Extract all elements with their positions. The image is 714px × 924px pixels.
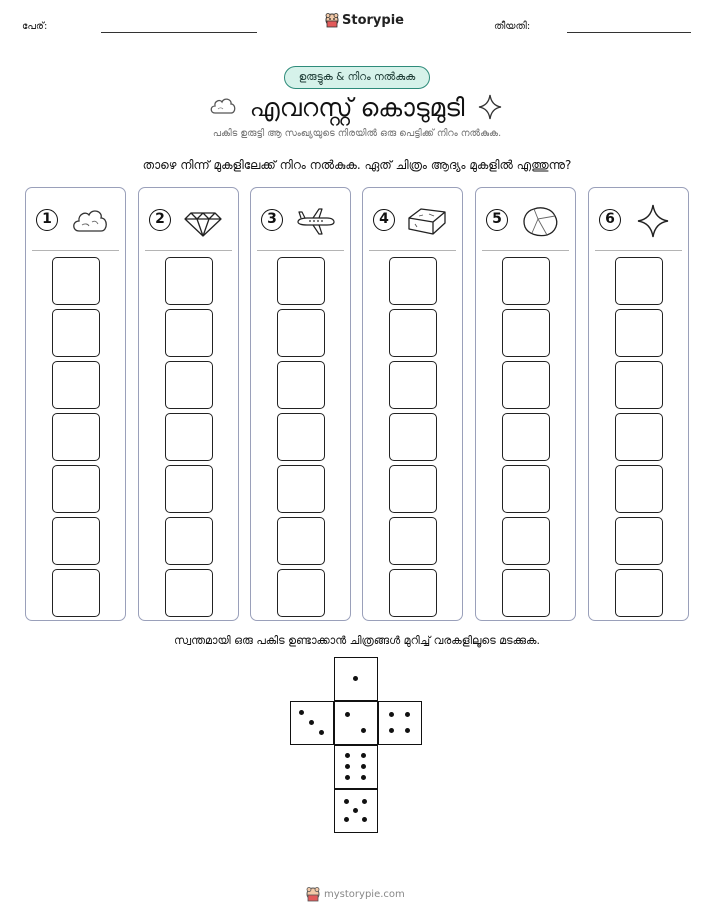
column-header bbox=[26, 188, 125, 252]
date-line bbox=[567, 32, 691, 33]
color-box bbox=[389, 361, 437, 409]
color-box bbox=[277, 361, 325, 409]
color-box bbox=[502, 465, 550, 513]
column-number: 3 bbox=[261, 209, 283, 231]
column-header bbox=[251, 188, 350, 252]
color-box bbox=[277, 257, 325, 305]
column-header bbox=[139, 188, 238, 252]
color-box bbox=[52, 257, 100, 305]
color-box bbox=[165, 569, 213, 617]
color-box bbox=[389, 465, 437, 513]
dice-pip bbox=[389, 728, 394, 733]
dice-pip bbox=[361, 775, 366, 780]
dice-face-2 bbox=[334, 701, 378, 745]
color-box bbox=[165, 309, 213, 357]
column-number: 2 bbox=[149, 209, 171, 231]
color-box bbox=[389, 257, 437, 305]
subtitle: പകിട ഉരുട്ടി ആ സംഖ്യയുടെ നിരയിൽ ഒരു പെട്ടിക്ക് നിറം നൽകുക. bbox=[212, 128, 502, 139]
dice-pip bbox=[353, 808, 358, 813]
dice-pip bbox=[361, 764, 366, 769]
column-6 bbox=[588, 187, 689, 621]
footer bbox=[306, 884, 426, 904]
color-box bbox=[615, 569, 663, 617]
color-box bbox=[502, 517, 550, 565]
sparkle-icon bbox=[478, 94, 502, 120]
column-header bbox=[476, 188, 575, 252]
color-box bbox=[52, 569, 100, 617]
color-box bbox=[615, 517, 663, 565]
activity-badge: ഉരുട്ടുക & നിറം നൽകുക bbox=[284, 66, 430, 89]
dice-pip bbox=[345, 712, 350, 717]
color-box bbox=[615, 413, 663, 461]
color-box bbox=[389, 413, 437, 461]
color-box bbox=[277, 413, 325, 461]
color-box bbox=[615, 361, 663, 409]
color-box bbox=[502, 361, 550, 409]
footer-url: mystorypie.com bbox=[324, 888, 405, 900]
dice-face-3 bbox=[290, 701, 334, 745]
cloud-icon bbox=[70, 204, 110, 238]
dice-pip bbox=[345, 764, 350, 769]
dice-pip bbox=[405, 728, 410, 733]
color-box bbox=[502, 413, 550, 461]
color-box bbox=[52, 413, 100, 461]
storypie-mascot-icon bbox=[325, 13, 339, 28]
page-title: എവറസ്റ്റ് കൊടുമുടി bbox=[249, 93, 465, 122]
diamond-icon bbox=[183, 204, 223, 238]
column-divider bbox=[595, 250, 682, 251]
dice-pip bbox=[299, 710, 304, 715]
brand-name: Storypie bbox=[342, 13, 404, 28]
dice-pip bbox=[362, 817, 367, 822]
column-header bbox=[589, 188, 688, 252]
column-4 bbox=[362, 187, 463, 621]
column-number: 4 bbox=[373, 209, 395, 231]
color-box bbox=[52, 361, 100, 409]
dice-pip bbox=[362, 799, 367, 804]
color-box bbox=[615, 257, 663, 305]
dice-face-5 bbox=[334, 789, 378, 833]
dice-instruction: സ്വന്തമായി ഒരു പകിട ഉണ്ടാക്കാൻ ചിത്രങ്ങൾ മുറിച്ച് വരകളിലൂടെ മടക്കുക. bbox=[174, 634, 540, 647]
color-box bbox=[52, 517, 100, 565]
dice-pip bbox=[319, 730, 324, 735]
color-box bbox=[389, 517, 437, 565]
dice-pip bbox=[405, 712, 410, 717]
column-1 bbox=[25, 187, 126, 621]
dice-pip bbox=[353, 676, 358, 681]
column-divider bbox=[257, 250, 344, 251]
column-number: 5 bbox=[486, 209, 508, 231]
color-box bbox=[502, 309, 550, 357]
sparkle-icon bbox=[633, 204, 673, 238]
dice-face-4 bbox=[378, 701, 422, 745]
color-box bbox=[165, 257, 213, 305]
dice-pip bbox=[345, 753, 350, 758]
column-5 bbox=[475, 187, 576, 621]
color-box bbox=[165, 361, 213, 409]
color-box bbox=[277, 465, 325, 513]
date-label: തീയതി: bbox=[494, 21, 531, 32]
color-box bbox=[502, 569, 550, 617]
dice-pip bbox=[345, 775, 350, 780]
dice-pip bbox=[389, 712, 394, 717]
color-box bbox=[165, 465, 213, 513]
column-divider bbox=[369, 250, 456, 251]
dice-face-6 bbox=[334, 745, 378, 789]
column-divider bbox=[145, 250, 232, 251]
color-box bbox=[277, 569, 325, 617]
dice-pip bbox=[309, 720, 314, 725]
brand-logo bbox=[325, 13, 404, 28]
rock-slab-icon bbox=[407, 204, 447, 238]
storypie-mascot-icon bbox=[306, 887, 320, 902]
color-box bbox=[52, 309, 100, 357]
color-box bbox=[277, 309, 325, 357]
airplane-icon bbox=[295, 204, 335, 238]
boulder-icon bbox=[520, 204, 560, 238]
name-line bbox=[101, 32, 257, 33]
dice-face-1 bbox=[334, 657, 378, 701]
column-header bbox=[363, 188, 462, 252]
color-box bbox=[615, 465, 663, 513]
column-divider bbox=[482, 250, 569, 251]
color-box bbox=[615, 309, 663, 357]
color-box bbox=[165, 517, 213, 565]
color-box bbox=[502, 257, 550, 305]
column-number: 1 bbox=[36, 209, 58, 231]
name-label: പേര്: bbox=[22, 21, 48, 32]
color-box bbox=[52, 465, 100, 513]
instruction-text: താഴെ നിന്ന് മുകളിലേക്ക് നിറം നൽകുക. ഏത് ചിത്രം ആദ്യം മുകളിൽ എത്തുന്നു? bbox=[142, 158, 572, 172]
color-box bbox=[165, 413, 213, 461]
column-divider bbox=[32, 250, 119, 251]
column-2 bbox=[138, 187, 239, 621]
column-number: 6 bbox=[599, 209, 621, 231]
dice-pip bbox=[361, 728, 366, 733]
color-box bbox=[277, 517, 325, 565]
color-box bbox=[389, 569, 437, 617]
column-3 bbox=[250, 187, 351, 621]
dice-pip bbox=[344, 817, 349, 822]
dice-pip bbox=[344, 799, 349, 804]
color-box bbox=[389, 309, 437, 357]
dice-pip bbox=[361, 753, 366, 758]
